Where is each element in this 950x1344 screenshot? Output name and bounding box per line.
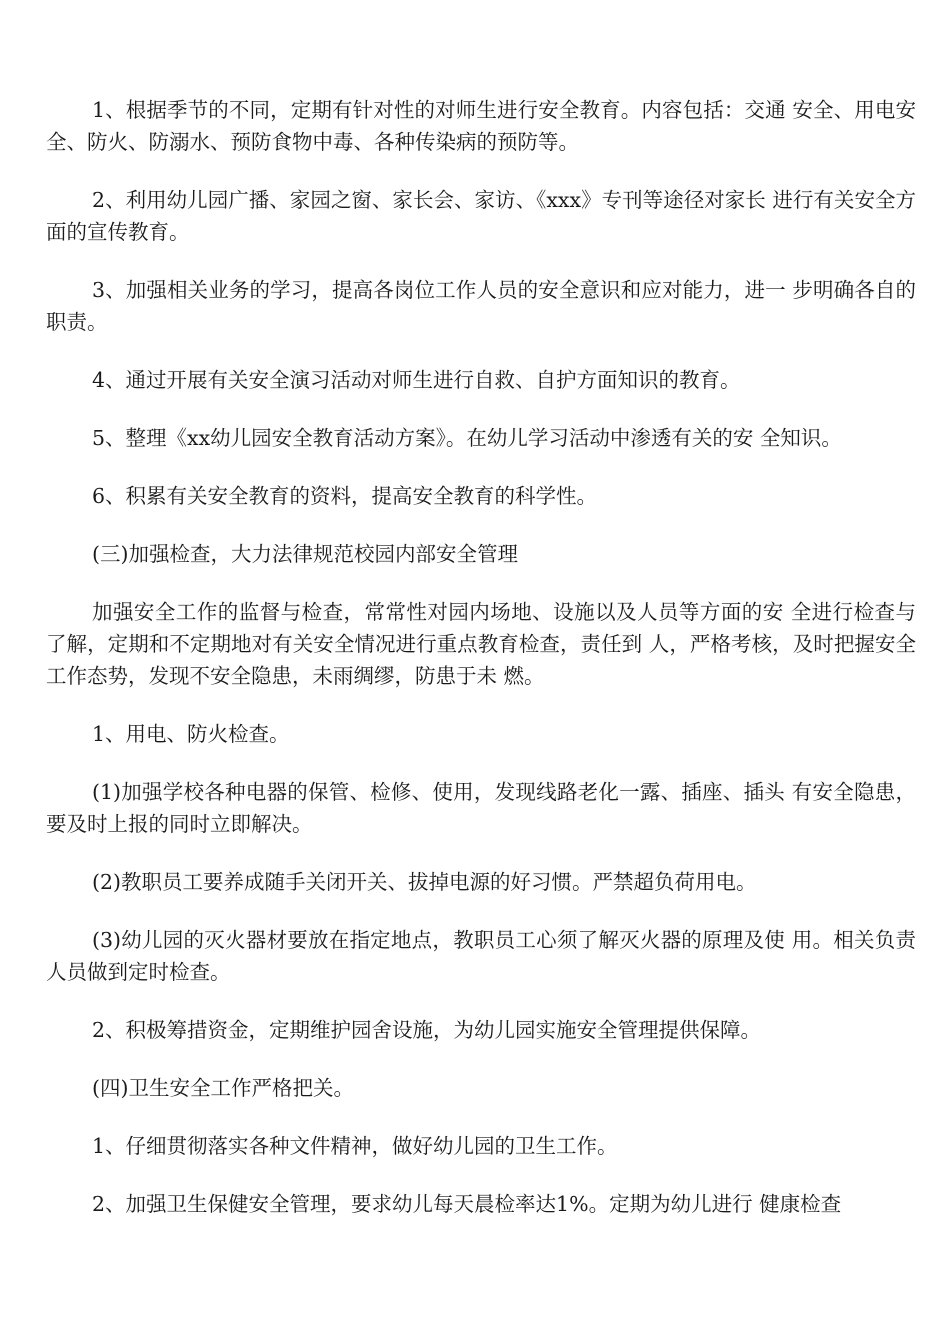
- section-heading: (四)卫生安全工作严格把关。: [92, 1076, 354, 1100]
- paragraph: 2、加强卫生保健安全管理，要求幼儿每天晨检率达1%。定期为幼儿进行 健康检查: [92, 1192, 842, 1216]
- paragraph: 3、加强相关业务的学习，提高各岗位工作人员的安全意识和应对能力，进一 步明确各自的职责。: [46, 278, 916, 334]
- document-body: [46, 94, 916, 1246]
- paragraph: 1、仔细贯彻落实各种文件精神，做好幼儿园的卫生工作。: [92, 1134, 618, 1158]
- paragraph: 1、用电、防火检查。: [92, 722, 290, 746]
- paragraph: 2、利用幼儿园广播、家园之窗、家长会、家访、《xxx》专刊等途径对家长 进行有关安全方面的宣传教育。: [46, 188, 916, 244]
- paragraph: (3)幼儿园的灭火器材要放在指定地点，教职员工心须了解灭火器的原理及使 用。相关负责人员做到定时检查。: [46, 928, 916, 984]
- paragraph: 加强安全工作的监督与检查，常常性对园内场地、设施以及人员等方面的安 全进行检查与了解，定期和不定期地对有关安全情况进行重点教育检查，责任到 人，严格考核，及时把握安全工作态势，发现不安全隐患，未雨绸缪，防患于未 燃。: [46, 600, 916, 688]
- paragraph: 1、根据季节的不同，定期有针对性的对师生进行安全教育。内容包括：交通 安全、用电安全、防火、防溺水、预防食物中毒、各种传染病的预防等。: [46, 98, 916, 154]
- paragraph: (2)教职员工要养成随手关闭开关、拔掉电源的好习惯。严禁超负荷用电。: [92, 870, 757, 894]
- paragraph: (1)加强学校各种电器的保管、检修、使用，发现线路老化一露、插座、插头 有安全隐患，要及时上报的同时立即解决。: [46, 780, 916, 836]
- section-heading: (三)加强检查，大力法律规范校园内部安全管理: [92, 542, 518, 566]
- paragraph: 6、积累有关安全教育的资料，提高安全教育的科学性。: [92, 484, 598, 508]
- paragraph: 2、积极筹措资金，定期维护园舍设施，为幼儿园实施安全管理提供保障。: [92, 1018, 762, 1042]
- paragraph: 5、整理《xx幼儿园安全教育活动方案》。在幼儿学习活动中渗透有关的安 全知识。: [92, 426, 842, 450]
- paragraph: 4、通过开展有关安全演习活动对师生进行自救、自护方面知识的教育。: [92, 368, 741, 392]
